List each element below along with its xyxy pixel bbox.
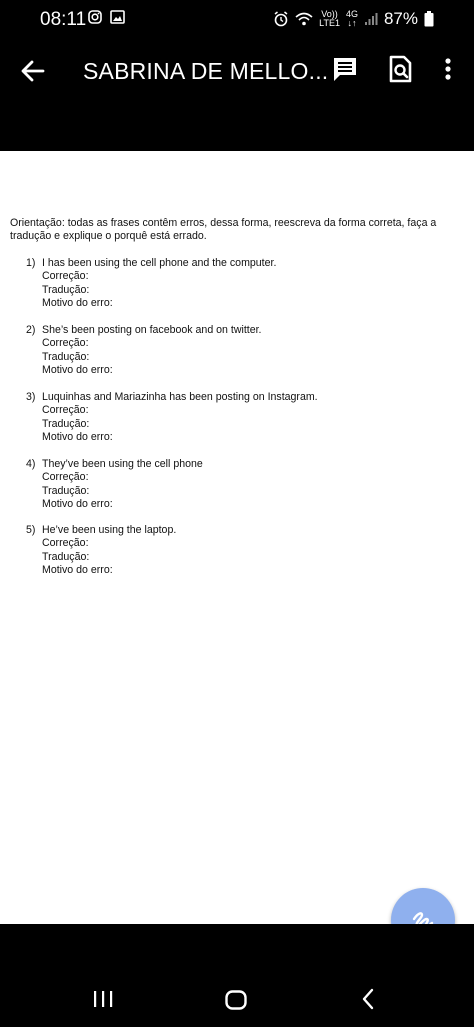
recent-apps-icon[interactable] — [92, 990, 114, 1008]
question-body — [42, 257, 442, 311]
traducao-label: Tradução: — [42, 550, 90, 563]
question-body — [42, 391, 442, 445]
orientation-line: Orientação: todas as frases contêm erros, dessa forma, reescreva da forma correta, faça a — [10, 217, 437, 229]
motivo-label: Motivo do erro: — [42, 498, 113, 511]
motivo-label: Motivo do erro: — [42, 431, 113, 444]
question-body — [42, 458, 442, 512]
traducao-label: Tradução: — [42, 417, 90, 430]
volte-top-label: Vo)) — [321, 9, 338, 19]
status-system-icons — [273, 9, 434, 29]
motivo-label: Motivo do erro: — [42, 297, 113, 310]
signal-icon — [364, 12, 378, 26]
document-page — [0, 151, 474, 924]
motivo-label: Motivo do erro: — [42, 564, 113, 577]
wifi-icon — [295, 12, 313, 26]
question-sentence: She’s been posting on facebook and on twitter. — [42, 324, 262, 336]
document-title: SABRINA DE MELLO... — [83, 58, 329, 84]
correcao-label: Correção: — [42, 471, 89, 484]
home-icon[interactable] — [225, 990, 247, 1010]
correcao-label: Correção: — [42, 270, 89, 283]
orientation-line: tradução e explique o porquê está errado. — [10, 230, 207, 243]
comment-icon[interactable] — [330, 54, 360, 84]
network-type-label: 4G — [345, 9, 358, 19]
correcao-label: Correção: — [42, 404, 89, 417]
back-arrow-icon[interactable] — [18, 56, 48, 86]
motivo-label: Motivo do erro: — [42, 364, 113, 377]
battery-percent: 87% — [383, 9, 418, 28]
volte-bottom-label: LTE1 — [319, 18, 340, 28]
question-sentence: Luquinhas and Mariazinha has been posting on Instagram. — [42, 391, 318, 403]
traducao-label: Tradução: — [42, 350, 90, 363]
volte-indicator — [319, 10, 340, 28]
system-nav-bar — [0, 924, 474, 1027]
correcao-label: Correção: — [42, 337, 89, 350]
network-indicator — [346, 10, 358, 28]
question-sentence: They’ve been using the cell phone — [42, 458, 203, 470]
alarm-icon — [273, 11, 289, 27]
find-in-document-icon[interactable] — [385, 54, 415, 84]
network-activity-label: ↓↑ — [347, 18, 357, 28]
question-number: 3) — [26, 391, 36, 403]
question-sentence: He’ve been using the laptop. — [42, 524, 177, 536]
battery-icon — [424, 11, 434, 27]
question-sentence: I has been using the cell phone and the computer. — [42, 257, 277, 269]
more-vert-icon[interactable] — [440, 54, 456, 84]
traducao-label: Tradução: — [42, 283, 90, 296]
traducao-label: Tradução: — [42, 484, 90, 497]
question-number: 4) — [26, 458, 36, 470]
app-bar — [0, 36, 474, 151]
orientation-text — [10, 217, 450, 244]
question-number: 5) — [26, 524, 36, 536]
question-body — [42, 524, 442, 578]
gallery-icon — [110, 10, 125, 24]
status-bar — [0, 0, 474, 36]
question-body — [42, 324, 442, 378]
instagram-icon — [88, 10, 102, 24]
correcao-label: Correção: — [42, 537, 89, 550]
nav-back-icon[interactable] — [360, 988, 376, 1010]
status-notification-icons — [88, 10, 125, 24]
status-time: 08:11 — [40, 9, 87, 30]
question-number: 2) — [26, 324, 36, 336]
question-number: 1) — [26, 257, 36, 269]
